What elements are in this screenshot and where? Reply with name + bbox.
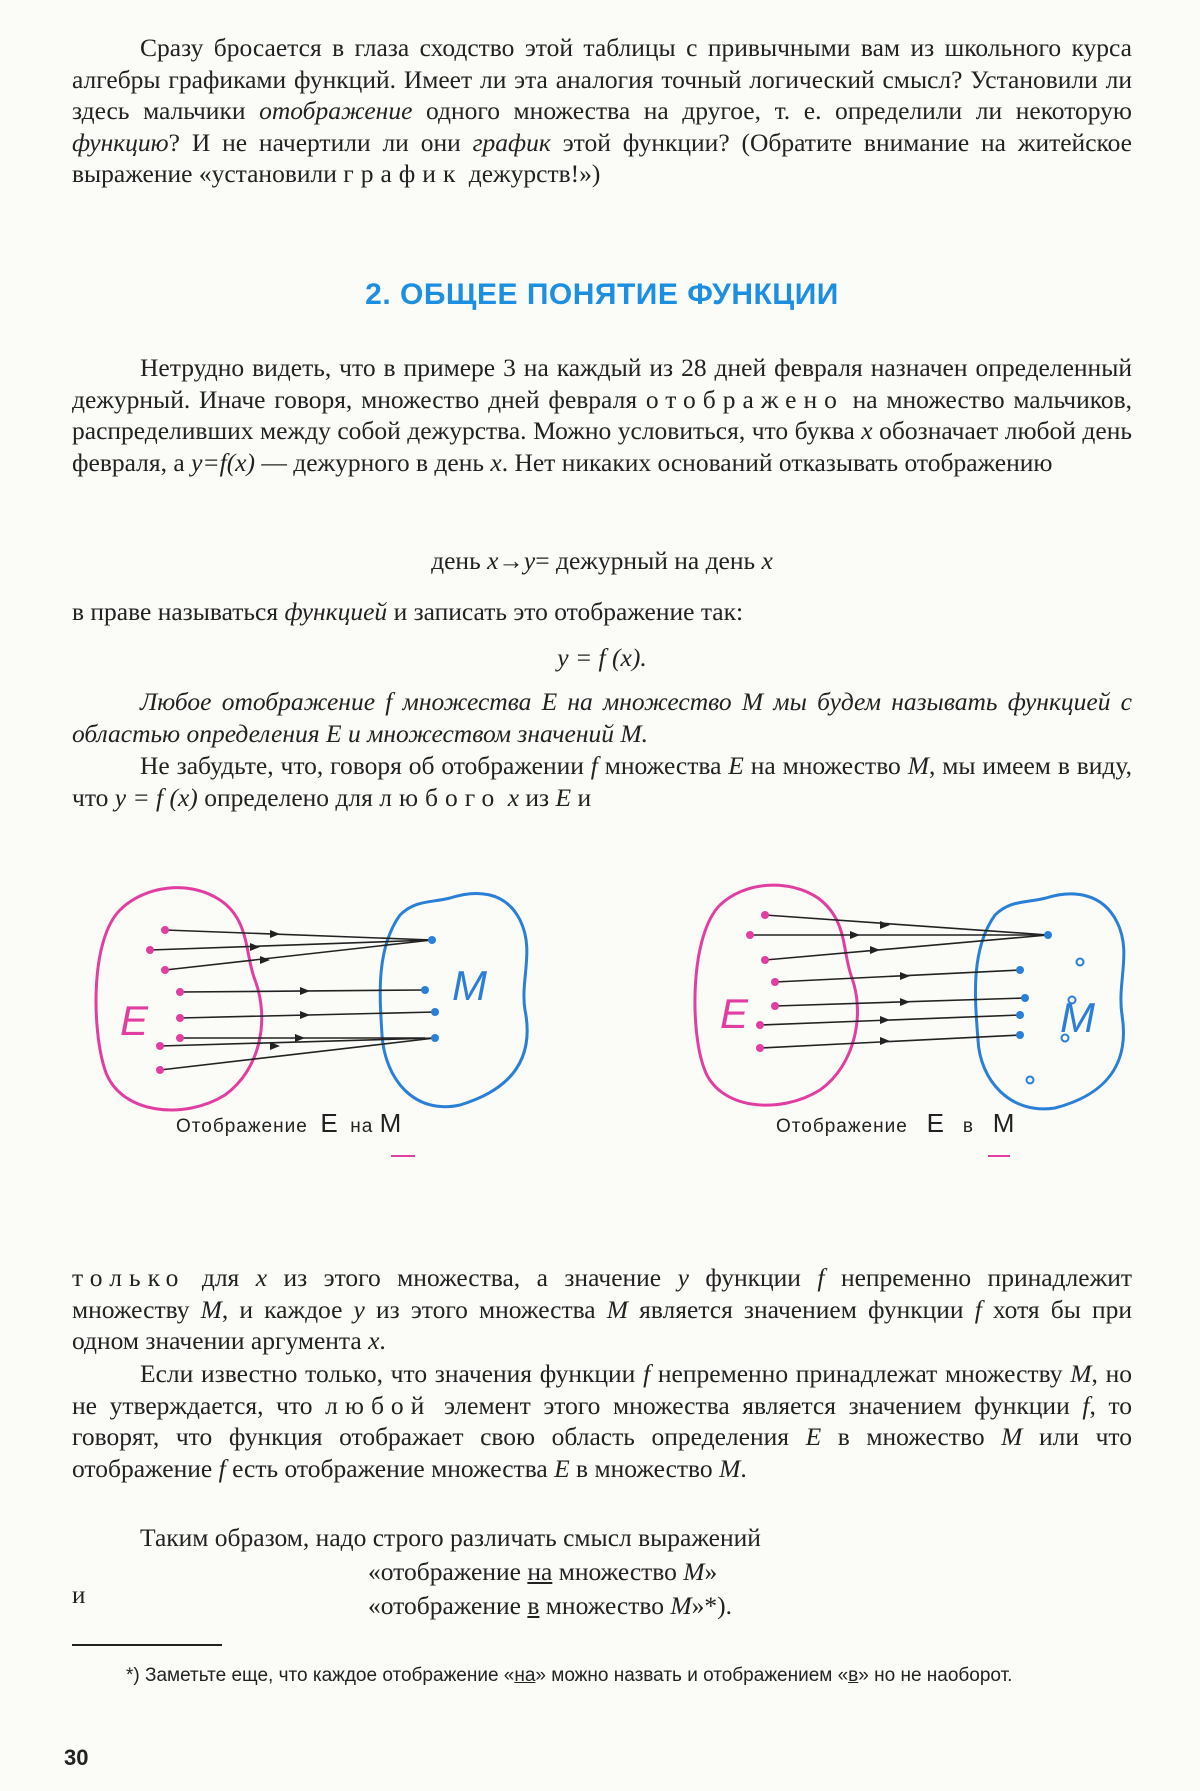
spaced-word: любого: [379, 782, 502, 812]
text-run: определено для: [197, 782, 380, 812]
text-run: и записать это отображение так:: [387, 597, 744, 626]
italic-term: график: [472, 127, 551, 157]
paragraph-onto-mapping: [72, 750, 1132, 813]
text-run: .: [379, 1326, 386, 1355]
point: [771, 1002, 779, 1010]
footnote-divider: [72, 1644, 222, 1646]
point: [1044, 931, 1052, 939]
text-run: одного множества на другое, т. е. определили ли некоторую: [412, 96, 1132, 125]
arrowhead: [270, 930, 280, 938]
text-run: для: [185, 1263, 256, 1292]
text-run: день: [431, 546, 481, 575]
italic-term: функцией: [284, 597, 388, 626]
text-run: «отображение: [368, 1591, 528, 1620]
arrowhead: [250, 943, 260, 951]
text-run: множество: [539, 1591, 671, 1620]
spaced-word: отображено: [645, 384, 844, 414]
arrowhead: [850, 931, 860, 939]
page-number: 30: [64, 1745, 89, 1770]
point: [431, 1008, 439, 1016]
text-run: ? И не начертили ли они: [168, 127, 473, 157]
point: [1016, 1011, 1024, 1019]
math-symbol: E: [805, 1422, 822, 1451]
conjunction-and: и: [72, 1582, 86, 1609]
text-run: на множество: [743, 751, 908, 780]
set-m-label: M: [1060, 994, 1095, 1041]
text-run: и: [571, 782, 592, 812]
point: [1016, 1031, 1024, 1039]
text-run: Нетрудно видеть, что в примере 3 на каждый из 28 дней февраля назначен определенный дежурный. Иначе говоря, множество дней февраля: [72, 353, 1132, 414]
text-run: непременно принадлежат множеству: [650, 1359, 1071, 1388]
text-run: обозначает любой день февраля, а: [72, 416, 1132, 477]
formula-y-equals-f-x: y = f (x).: [557, 643, 647, 672]
math-symbol: M: [670, 1591, 692, 1620]
formula-day-mapping: [72, 545, 1132, 577]
caption-set-m: M: [992, 1108, 1015, 1138]
diagram-mapping-onto: [80, 870, 550, 1140]
text-run: .: [740, 1453, 747, 1483]
math-symbol: M: [719, 1453, 741, 1483]
math-symbol: E: [554, 1453, 570, 1483]
math-symbol: M: [1070, 1359, 1092, 1388]
math-symbol: f: [218, 1453, 226, 1483]
underline-mark: [391, 1155, 415, 1157]
text-run: — дежурного в день: [255, 447, 491, 477]
text-run: «отображение: [368, 1557, 528, 1586]
math-symbol: x: [487, 546, 499, 575]
function-definition: Любое отображение f множества E на множество M мы будем называть функцией с областью определения E и множеством значений M.: [72, 687, 1132, 748]
point: [746, 931, 754, 939]
math-symbol: y: [677, 1263, 689, 1292]
text-run: в множество: [821, 1422, 1002, 1451]
paragraph-distinguish: Таким образом, надо строго различать смысл выражений: [140, 1523, 761, 1552]
math-expression: y = f (x): [114, 782, 198, 812]
text-run: »: [704, 1557, 718, 1586]
text-run: , то говорят, что функция отображает свою область определения: [72, 1390, 1133, 1451]
arrow-line: [775, 970, 1020, 982]
underlined-preposition: на: [527, 1557, 553, 1586]
text-run: из этого множества: [364, 1294, 607, 1324]
paragraph-function-naming: [72, 596, 1132, 628]
arrow-line: [765, 935, 1048, 960]
point: [146, 946, 154, 954]
text-run: *) Заметьте еще, что каждое отображение «: [126, 1665, 515, 1686]
math-symbol: M: [606, 1294, 628, 1324]
text-run: непременно принадлежит множеству: [72, 1263, 1132, 1324]
arrowhead: [880, 921, 890, 929]
math-symbol: f: [643, 1359, 651, 1388]
arrowhead: [295, 1034, 305, 1042]
math-symbol: f: [974, 1294, 982, 1324]
arrow-line: [760, 1035, 1020, 1048]
text-run: на множество мальчиков, распределивших между собой дежурства. Можно условиться, что буква: [72, 384, 1132, 445]
spaced-word: график: [343, 159, 463, 188]
math-symbol: M: [907, 751, 929, 780]
math-symbol: f: [1082, 1390, 1090, 1420]
caption-preposition: на: [350, 1116, 374, 1137]
text-run: функции: [688, 1263, 818, 1292]
point: [431, 1034, 439, 1042]
text-run: является значением функции: [628, 1294, 975, 1324]
math-symbol: x: [861, 416, 873, 445]
text-run: , и каждое: [221, 1294, 354, 1324]
math-symbol: x: [761, 546, 773, 575]
math-symbol: f: [590, 751, 598, 780]
text-run: множества: [597, 751, 729, 780]
math-symbol: M: [683, 1557, 705, 1586]
text-run: дежурный на день: [556, 546, 756, 575]
expression-onto: [368, 1556, 717, 1587]
set-m-points: [1016, 931, 1052, 1039]
arrow-line: [765, 915, 1048, 935]
point: [156, 1042, 164, 1050]
math-symbol: M: [1001, 1422, 1023, 1451]
paragraph-function-concept: [72, 352, 1132, 478]
point: [1021, 994, 1029, 1002]
text-run: из этого множества, а значение: [267, 1263, 678, 1292]
text-run: множество: [552, 1557, 684, 1586]
arrow-symbol: →: [498, 546, 524, 575]
spaced-word: любой: [325, 1390, 432, 1420]
point: [161, 926, 169, 934]
arrowhead: [900, 998, 910, 1006]
text-run: элемент этого множества является значением функции: [431, 1390, 1083, 1420]
expression-into: [368, 1590, 732, 1621]
text-run: . Нет никаких оснований отказывать отображению: [501, 447, 1053, 477]
point: [1077, 959, 1084, 966]
set-e-points: [746, 911, 779, 1052]
set-e-label: E: [720, 990, 749, 1037]
math-symbol: x: [368, 1326, 380, 1355]
text-run: есть отображение множества: [225, 1453, 555, 1483]
caption-word: Отображение: [176, 1116, 308, 1137]
arrowhead: [900, 972, 910, 980]
point: [156, 1066, 164, 1074]
point: [756, 1044, 764, 1052]
caption-set-e: E: [926, 1108, 944, 1138]
underlined-preposition: в: [527, 1591, 540, 1620]
arrowhead: [870, 946, 880, 954]
math-expression: y=f(x): [191, 447, 255, 477]
diagram-mapping-into: [680, 870, 1140, 1140]
caption-mapping-onto: [176, 1108, 401, 1139]
text-run: » но не наоборот.: [858, 1665, 1013, 1686]
math-symbol: x: [507, 782, 520, 812]
set-m-label: M: [452, 962, 487, 1009]
underline-mark: [988, 1155, 1010, 1157]
math-symbol: x: [490, 447, 502, 477]
point: [1027, 1077, 1034, 1084]
text-run: , но не утверждается, что: [72, 1359, 1132, 1420]
arrowhead: [260, 956, 270, 964]
arrowhead: [300, 987, 310, 995]
arrowheads: [850, 921, 910, 1045]
point: [761, 956, 769, 964]
text-run: Если известно только, что значения функции: [140, 1359, 644, 1388]
text-run: »*).: [691, 1591, 732, 1620]
caption-set-e: E: [320, 1108, 338, 1138]
math-symbol: E: [555, 782, 572, 812]
math-symbol: y: [523, 546, 536, 575]
set-m-outline: [975, 894, 1123, 1109]
underlined-preposition: на: [514, 1665, 536, 1686]
arrowhead: [880, 1037, 890, 1045]
paragraph-only-for-x: [72, 1262, 1132, 1357]
text-run: Сразу бросается в глаза сходство этой таблицы с привычными вам из школьного курса алгебры графиками функций. Имеет ли эта аналогия точный логический смысл? Установили ли здесь мальчики: [72, 33, 1132, 125]
point: [176, 1034, 184, 1042]
point: [1016, 966, 1024, 974]
point: [761, 911, 769, 919]
point: [756, 1021, 764, 1029]
caption-set-m: M: [379, 1108, 402, 1138]
footnote: [72, 1662, 1132, 1690]
math-symbol: f: [817, 1263, 825, 1292]
equals-symbol: =: [535, 546, 550, 575]
arrowhead: [880, 1016, 890, 1024]
point: [176, 988, 184, 996]
text-run: из: [519, 782, 556, 812]
math-symbol: M: [200, 1294, 222, 1324]
math-symbol: E: [728, 751, 744, 780]
underlined-preposition: в: [848, 1665, 859, 1686]
point: [771, 978, 779, 986]
set-m-points: [421, 936, 439, 1042]
math-symbol: x: [255, 1263, 268, 1292]
text-run: , мы имеем в виду, что: [72, 751, 1132, 812]
text-run: хотя бы при одном значении аргумента: [72, 1294, 1132, 1355]
set-e-label: E: [120, 997, 149, 1044]
point: [428, 936, 436, 944]
text-run: в множество: [569, 1453, 720, 1483]
caption-mapping-into: [776, 1108, 1014, 1139]
arrowhead: [300, 1011, 310, 1019]
section-heading: 2. ОБЩЕЕ ПОНЯТИЕ ФУНКЦИИ: [365, 278, 839, 311]
spaced-word: только: [72, 1263, 186, 1292]
point: [421, 986, 429, 994]
mapping-arrows: [750, 915, 1048, 1048]
point: [161, 966, 169, 974]
point: [176, 1014, 184, 1022]
intro-paragraph: [72, 32, 1132, 190]
italic-term: отображение: [259, 96, 413, 125]
mapping-arrows: [150, 930, 435, 1070]
italic-term: функцию: [72, 127, 169, 157]
text-run: в праве называться: [72, 597, 285, 626]
text-run: дежурств!»): [462, 159, 601, 188]
text-run: или что отображение: [72, 1422, 1132, 1483]
math-symbol: y: [353, 1294, 365, 1324]
caption-word: Отображение: [776, 1116, 908, 1137]
text-run: Не забудьте, что, говоря об отображении: [140, 751, 591, 780]
caption-preposition: в: [962, 1116, 974, 1137]
text-run: этой функции? (Обратите внимание на житейское выражение «установили: [72, 127, 1132, 188]
text-run: » можно назвать и отображением «: [535, 1665, 849, 1686]
paragraph-into-mapping: [72, 1358, 1132, 1484]
